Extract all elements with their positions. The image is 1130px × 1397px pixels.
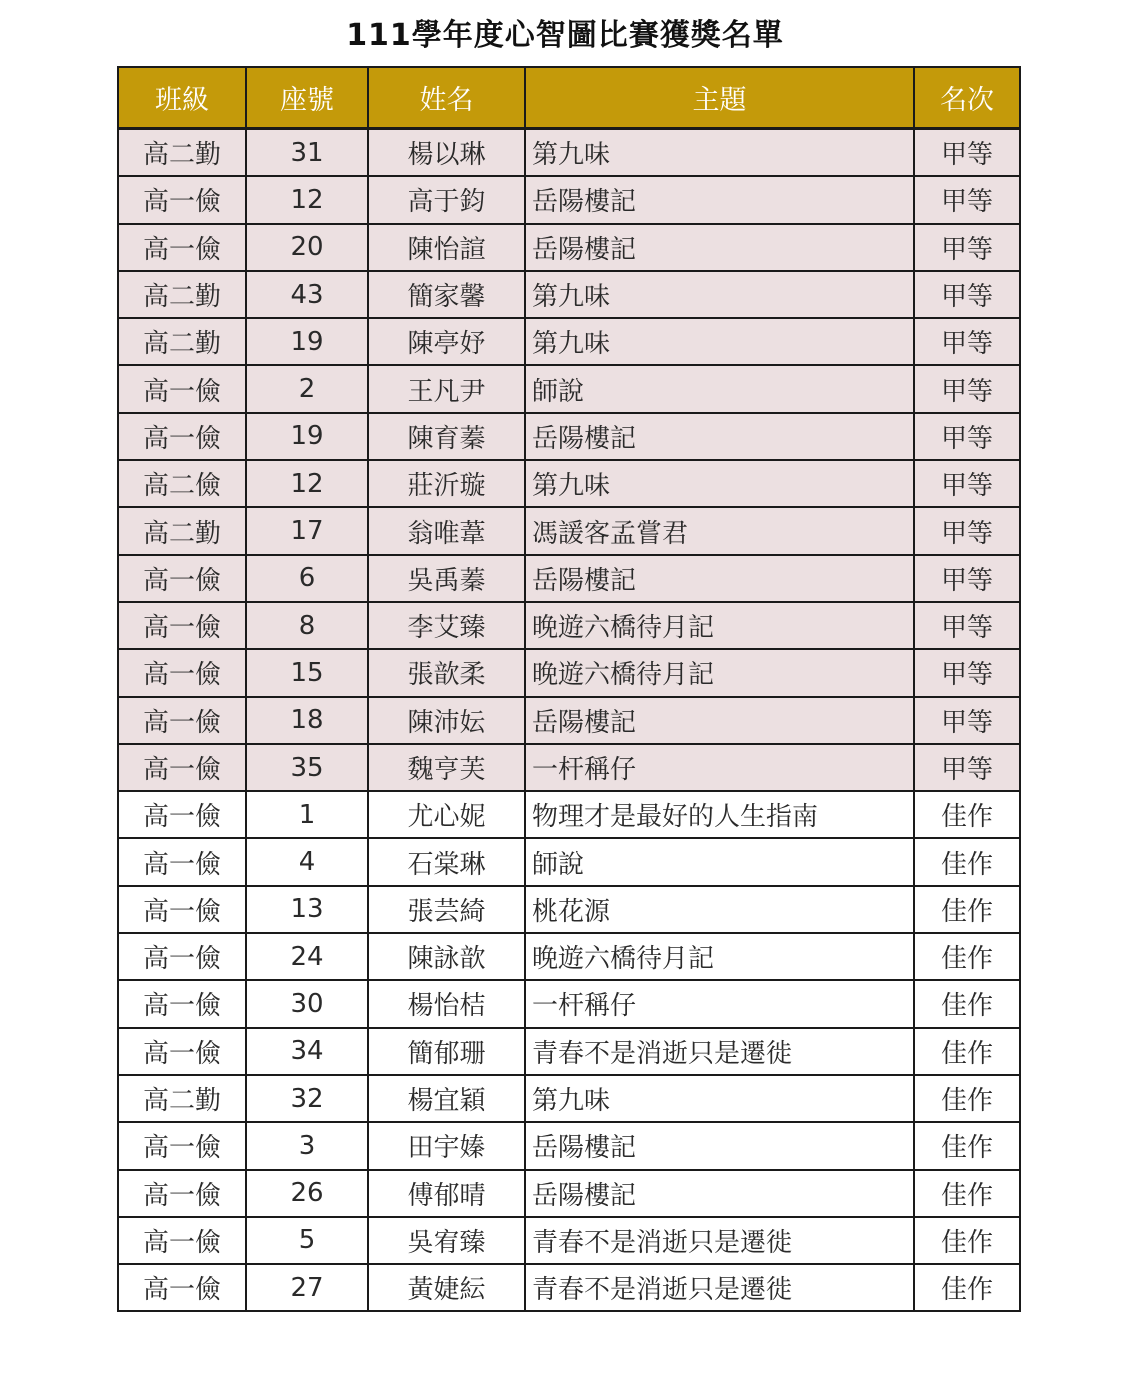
- cell-seat: 12: [246, 460, 368, 507]
- cell-rank: 甲等: [914, 413, 1020, 460]
- table-row: [118, 507, 1020, 554]
- cell-topic: 師說: [525, 365, 914, 412]
- cell-class: 高一儉: [118, 1217, 246, 1264]
- cell-rank: 甲等: [914, 555, 1020, 602]
- cell-topic: 岳陽樓記: [525, 697, 914, 744]
- cell-rank: 甲等: [914, 460, 1020, 507]
- cell-topic: 青春不是消逝只是遷徙: [525, 1217, 914, 1264]
- cell-topic: 一杆稱仔: [525, 980, 914, 1027]
- cell-seat: 3: [246, 1122, 368, 1169]
- cell-rank: 佳作: [914, 980, 1020, 1027]
- table-row: [118, 129, 1020, 177]
- cell-name: 陳怡諠: [368, 224, 525, 271]
- header-seat: 座號: [246, 67, 368, 129]
- cell-name: 吳禹蓁: [368, 555, 525, 602]
- cell-rank: 甲等: [914, 129, 1020, 177]
- cell-seat: 17: [246, 507, 368, 554]
- cell-topic: 岳陽樓記: [525, 555, 914, 602]
- cell-class: 高一儉: [118, 555, 246, 602]
- cell-seat: 32: [246, 1075, 368, 1122]
- table-header-row: [118, 67, 1020, 129]
- cell-name: 魏亨芙: [368, 744, 525, 791]
- header-rank: 名次: [914, 67, 1020, 129]
- cell-seat: 15: [246, 649, 368, 696]
- cell-seat: 12: [246, 176, 368, 223]
- cell-topic: 岳陽樓記: [525, 1122, 914, 1169]
- cell-class: 高一儉: [118, 365, 246, 412]
- cell-topic: 第九味: [525, 271, 914, 318]
- cell-seat: 34: [246, 1028, 368, 1075]
- cell-rank: 佳作: [914, 838, 1020, 885]
- cell-class: 高一儉: [118, 649, 246, 696]
- table-row: [118, 224, 1020, 271]
- cell-class: 高一儉: [118, 1028, 246, 1075]
- cell-class: 高一儉: [118, 602, 246, 649]
- cell-name: 楊怡桔: [368, 980, 525, 1027]
- cell-class: 高二勤: [118, 271, 246, 318]
- cell-name: 陳亭妤: [368, 318, 525, 365]
- cell-name: 莊沂璇: [368, 460, 525, 507]
- cell-class: 高一儉: [118, 838, 246, 885]
- cell-class: 高一儉: [118, 697, 246, 744]
- cell-topic: 晚遊六橋待月記: [525, 649, 914, 696]
- cell-class: 高一儉: [118, 224, 246, 271]
- cell-seat: 2: [246, 365, 368, 412]
- cell-topic: 師說: [525, 838, 914, 885]
- table-row: [118, 365, 1020, 412]
- cell-rank: 甲等: [914, 271, 1020, 318]
- table-row: [118, 1217, 1020, 1264]
- cell-topic: 第九味: [525, 318, 914, 365]
- header-topic: 主題: [525, 67, 914, 129]
- cell-seat: 5: [246, 1217, 368, 1264]
- cell-class: 高一儉: [118, 980, 246, 1027]
- cell-topic: 第九味: [525, 1075, 914, 1122]
- cell-rank: 佳作: [914, 1170, 1020, 1217]
- cell-rank: 佳作: [914, 1028, 1020, 1075]
- table-row: [118, 176, 1020, 223]
- cell-rank: 佳作: [914, 791, 1020, 838]
- cell-class: 高二勤: [118, 507, 246, 554]
- cell-rank: 佳作: [914, 1075, 1020, 1122]
- cell-seat: 31: [246, 129, 368, 177]
- table-row: [118, 271, 1020, 318]
- cell-class: 高二儉: [118, 460, 246, 507]
- cell-name: 陳育蓁: [368, 413, 525, 460]
- cell-name: 高于鈞: [368, 176, 525, 223]
- cell-class: 高一儉: [118, 791, 246, 838]
- cell-seat: 26: [246, 1170, 368, 1217]
- cell-rank: 甲等: [914, 224, 1020, 271]
- cell-topic: 岳陽樓記: [525, 224, 914, 271]
- cell-name: 田宇嫀: [368, 1122, 525, 1169]
- cell-name: 張歆柔: [368, 649, 525, 696]
- cell-rank: 甲等: [914, 744, 1020, 791]
- cell-topic: 第九味: [525, 460, 914, 507]
- table-row: [118, 1075, 1020, 1122]
- cell-name: 楊以琳: [368, 129, 525, 177]
- award-table: [117, 66, 1021, 1312]
- cell-rank: 甲等: [914, 602, 1020, 649]
- table-row: [118, 555, 1020, 602]
- table-row: [118, 318, 1020, 365]
- cell-topic: 桃花源: [525, 886, 914, 933]
- table-row: [118, 697, 1020, 744]
- table-row: [118, 933, 1020, 980]
- cell-topic: 岳陽樓記: [525, 413, 914, 460]
- cell-name: 楊宜穎: [368, 1075, 525, 1122]
- cell-seat: 1: [246, 791, 368, 838]
- cell-topic: 晚遊六橋待月記: [525, 602, 914, 649]
- cell-class: 高二勤: [118, 318, 246, 365]
- cell-class: 高二勤: [118, 129, 246, 177]
- cell-topic: 第九味: [525, 129, 914, 177]
- table-row: [118, 602, 1020, 649]
- cell-seat: 8: [246, 602, 368, 649]
- cell-seat: 19: [246, 318, 368, 365]
- cell-rank: 甲等: [914, 318, 1020, 365]
- cell-name: 傅郁晴: [368, 1170, 525, 1217]
- cell-topic: 一杆稱仔: [525, 744, 914, 791]
- cell-seat: 27: [246, 1264, 368, 1311]
- cell-seat: 43: [246, 271, 368, 318]
- table-row: [118, 649, 1020, 696]
- cell-seat: 24: [246, 933, 368, 980]
- table-row: [118, 1170, 1020, 1217]
- cell-topic: 馮諼客孟嘗君: [525, 507, 914, 554]
- table-row: [118, 791, 1020, 838]
- cell-rank: 佳作: [914, 933, 1020, 980]
- header-name: 姓名: [368, 67, 525, 129]
- cell-name: 李艾臻: [368, 602, 525, 649]
- cell-class: 高一儉: [118, 1170, 246, 1217]
- table-row: [118, 460, 1020, 507]
- table-row: [118, 744, 1020, 791]
- cell-name: 張芸綺: [368, 886, 525, 933]
- table-row: [118, 1264, 1020, 1311]
- cell-name: 簡郁珊: [368, 1028, 525, 1075]
- cell-topic: 岳陽樓記: [525, 1170, 914, 1217]
- cell-topic: 青春不是消逝只是遷徙: [525, 1264, 914, 1311]
- cell-class: 高一儉: [118, 933, 246, 980]
- cell-class: 高一儉: [118, 1122, 246, 1169]
- table-row: [118, 413, 1020, 460]
- page-title: 111學年度心智圖比賽獲獎名單: [346, 18, 784, 53]
- cell-class: 高一儉: [118, 886, 246, 933]
- header-class: 班級: [118, 67, 246, 129]
- cell-seat: 4: [246, 838, 368, 885]
- cell-name: 吳宥臻: [368, 1217, 525, 1264]
- cell-rank: 佳作: [914, 1264, 1020, 1311]
- cell-topic: 物理才是最好的人生指南: [525, 791, 914, 838]
- cell-name: 王凡尹: [368, 365, 525, 412]
- table-row: [118, 838, 1020, 885]
- cell-seat: 13: [246, 886, 368, 933]
- cell-class: 高一儉: [118, 1264, 246, 1311]
- cell-class: 高一儉: [118, 413, 246, 460]
- cell-seat: 6: [246, 555, 368, 602]
- cell-seat: 19: [246, 413, 368, 460]
- table-row: [118, 1122, 1020, 1169]
- cell-rank: 佳作: [914, 886, 1020, 933]
- cell-name: 黃婕紜: [368, 1264, 525, 1311]
- cell-name: 尤心妮: [368, 791, 525, 838]
- cell-rank: 甲等: [914, 365, 1020, 412]
- cell-class: 高二勤: [118, 1075, 246, 1122]
- table-row: [118, 980, 1020, 1027]
- cell-rank: 甲等: [914, 507, 1020, 554]
- cell-name: 翁唯葦: [368, 507, 525, 554]
- cell-topic: 晚遊六橋待月記: [525, 933, 914, 980]
- cell-name: 石棠琳: [368, 838, 525, 885]
- table-body: [118, 129, 1020, 1312]
- cell-seat: 35: [246, 744, 368, 791]
- cell-rank: 佳作: [914, 1122, 1020, 1169]
- cell-name: 陳詠歆: [368, 933, 525, 980]
- cell-seat: 20: [246, 224, 368, 271]
- table-row: [118, 1028, 1020, 1075]
- cell-rank: 甲等: [914, 697, 1020, 744]
- table-row: [118, 886, 1020, 933]
- cell-seat: 30: [246, 980, 368, 1027]
- cell-seat: 18: [246, 697, 368, 744]
- cell-rank: 甲等: [914, 649, 1020, 696]
- cell-class: 高一儉: [118, 744, 246, 791]
- cell-topic: 岳陽樓記: [525, 176, 914, 223]
- cell-name: 陳沛妘: [368, 697, 525, 744]
- cell-rank: 佳作: [914, 1217, 1020, 1264]
- cell-class: 高一儉: [118, 176, 246, 223]
- cell-rank: 甲等: [914, 176, 1020, 223]
- cell-name: 簡家馨: [368, 271, 525, 318]
- cell-topic: 青春不是消逝只是遷徙: [525, 1028, 914, 1075]
